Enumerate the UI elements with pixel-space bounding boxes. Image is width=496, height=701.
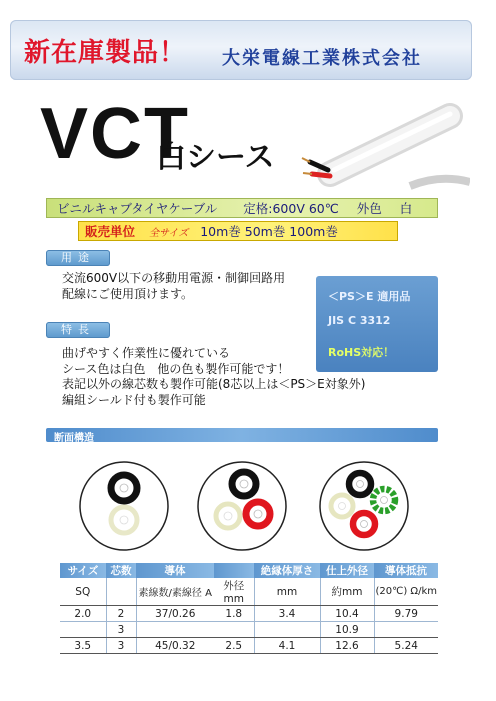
cross-section-2-core <box>78 460 170 552</box>
cable-sheath <box>330 114 450 174</box>
spec-bar <box>46 198 438 218</box>
feature-line: シース色は白色 他の色も製作可能です！ <box>62 361 290 376</box>
sales-unit-label: 販売単位 <box>85 224 136 239</box>
rating: 定格:600V 60℃ <box>243 201 339 216</box>
use-line: 交流600V以下の移動用電源・制御回路用 <box>62 271 286 285</box>
cell-insulation: 4.1 <box>254 638 320 654</box>
col-size: サイズ <box>60 563 106 578</box>
table-header-row <box>60 563 438 578</box>
cell-strand <box>136 622 214 638</box>
cell-insulation: 3.4 <box>254 606 320 622</box>
cross-section-3-core <box>196 460 288 552</box>
col-finish-od: 仕上外径 <box>320 563 374 578</box>
col-resistance: 導体抵抗 <box>374 563 438 578</box>
cert-pse: ＜PS＞E 適用品 <box>328 290 411 303</box>
col-cores: 芯数 <box>106 563 136 578</box>
cell-resistance <box>374 622 438 638</box>
unit-cell: mm <box>254 578 320 606</box>
cell-cores: 3 <box>106 622 136 638</box>
cell-finish: 10.4 <box>320 606 374 622</box>
use-line: 配線にご使用頂けます。 <box>62 286 194 301</box>
cell-cores: 3 <box>106 638 136 654</box>
cross-section-label: 断面構造 <box>54 433 94 444</box>
cell-od: 1.8 <box>214 606 254 622</box>
cell-strand: 45/0.32 <box>136 638 214 654</box>
table-row <box>60 638 438 654</box>
cell-size <box>60 622 106 638</box>
feature-line: 表記以外の線芯数も製作可能(8芯以上は＜PS＞E対象外) <box>62 377 366 391</box>
cell-strand: 37/0.26 <box>136 606 214 622</box>
cell-finish: 10.9 <box>320 622 374 638</box>
sales-unit-sizes: 10m巻 50m巻 100m巻 <box>200 224 338 239</box>
features-section-header: 特長 <box>46 322 110 338</box>
product-name: VCT <box>40 94 190 174</box>
sales-unit-bar <box>78 221 398 241</box>
cell-finish: 12.6 <box>320 638 374 654</box>
cell-size: 3.5 <box>60 638 106 654</box>
col-insulation: 絶縁体厚さ <box>254 563 320 578</box>
use-section-header: 用途 <box>46 250 110 266</box>
table-subheader-row <box>60 578 438 606</box>
col-conductor: 導体 <box>136 563 214 578</box>
banner-title: 新在庫製品！ <box>24 38 187 68</box>
table-row <box>60 622 438 638</box>
cell-resistance: 5.24 <box>374 638 438 654</box>
use-description <box>62 271 285 302</box>
cross-section-4-core <box>318 460 410 552</box>
cable-photo <box>300 96 470 196</box>
cross-section-bar <box>46 428 438 442</box>
cable-type: ビニルキャブタイヤケーブル <box>57 201 218 216</box>
cable-coil <box>410 179 470 186</box>
color-value: 白 <box>399 201 413 216</box>
cert-rohs: RoHS対応！ <box>328 346 395 359</box>
cell-od: 2.5 <box>214 638 254 654</box>
feature-line: 編組シールド付も製作可能 <box>62 392 206 407</box>
cable-wires <box>302 158 330 176</box>
cert-jis: JIS C 3312 <box>328 314 391 327</box>
company-name: 大栄電線工業株式会社 <box>222 48 422 69</box>
cell-size: 2.0 <box>60 606 106 622</box>
spec-table <box>60 563 438 654</box>
cell-od <box>214 622 254 638</box>
cell-cores: 2 <box>106 606 136 622</box>
unit-cell: 素線数/素線径 A <box>136 578 214 606</box>
unit-cell: SQ <box>60 578 106 606</box>
sales-unit-note: 全サイズ <box>149 228 189 239</box>
unit-cell: 約mm <box>320 578 374 606</box>
product-subtitle: 白シース <box>156 140 275 175</box>
feature-line: 曲げやすく作業性に優れている <box>62 346 231 360</box>
color-label: 外色 <box>356 201 382 216</box>
unit-cell: (20℃) Ω/km <box>374 578 438 606</box>
features-description <box>62 346 365 408</box>
col-conductor-od <box>214 563 254 578</box>
cell-insulation <box>254 622 320 638</box>
table-row <box>60 606 438 622</box>
unit-cell <box>106 578 136 606</box>
unit-cell: 外径 mm <box>214 578 254 606</box>
cell-resistance: 9.79 <box>374 606 438 622</box>
